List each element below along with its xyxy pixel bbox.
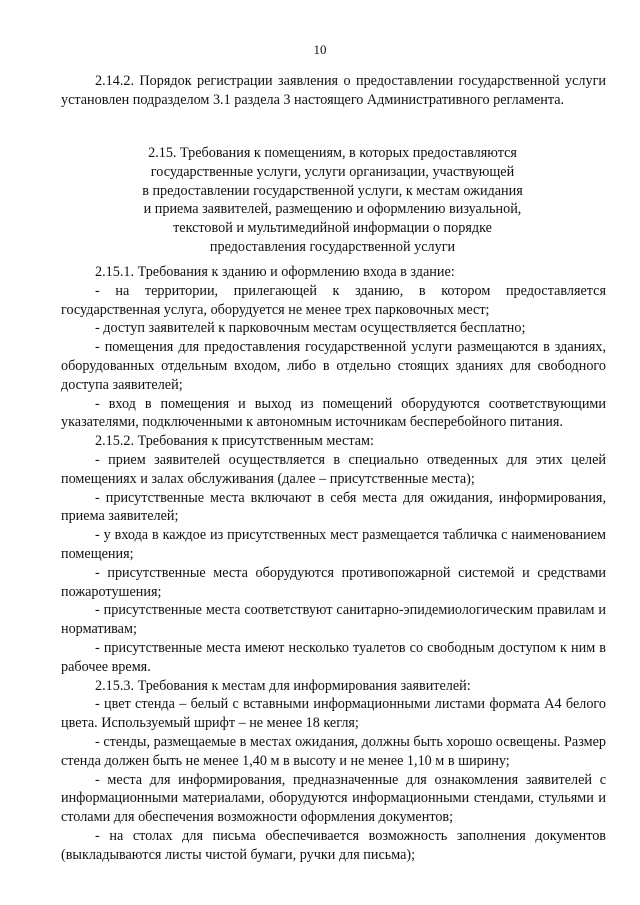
section-heading — [90, 144, 575, 257]
list-item: - на столах для письма обеспечивается возможность заполнения документов (выкладываются листы чистой бумаги, ручки для письма); — [61, 827, 606, 863]
list-item: - места для информирования, предназначенные для ознакомления заявителей с информационными материалами, оборудуются информационными стендами, стульями и столами для обеспечения возможности оформления документов; — [61, 771, 606, 826]
heading-line: в предоставлении государственной услуги, к местам ожидания — [142, 182, 523, 199]
list-item: - вход в помещения и выход из помещений оборудуются соответствующими указателями, подключенными к автономным источникам бесперебойного питания. — [61, 395, 606, 431]
intro-section — [61, 72, 606, 110]
list-item: - у входа в каждое из присутственных мест размещается табличка с наименованием помещения; — [61, 527, 606, 562]
list-item: - присутственные места включают в себя места для ожидания, информирования, приема заявителей; — [61, 489, 606, 525]
list-item: - помещения для предоставления государственной услуги размещаются в зданиях, оборудованных отдельным входом, либо в отдельно стоящих зданиях для свободного доступа заявителей; — [61, 339, 606, 393]
subsection-heading: 2.15.3. Требования к местам для информирования заявителей: — [95, 677, 471, 694]
list-item: - стенды, размещаемые в местах ожидания, должны быть хорошо освещены. Размер стенда должен быть не менее 1,40 м в высоту и не менее 1,10 м в ширину; — [61, 733, 606, 769]
heading-line: 2.15. Требования к помещениям, в которых предоставляются — [148, 145, 517, 161]
list-item: - присутственные места оборудуются противопожарной системой и средствами пожаротушения; — [61, 564, 606, 600]
list-item: - присутственные места имеют несколько туалетов со свободным доступом к ним в рабочее время. — [61, 639, 606, 675]
list-item: - на территории, прилегающей к зданию, в котором предоставляется государственная услуга, оборудуется не менее трех парковочных мест; — [61, 282, 606, 318]
heading-line: государственные услуги, услуги организации, участвующей — [150, 163, 515, 180]
list-item: - прием заявителей осуществляется в специально отведенных для этих целей помещениях и залах обслуживания (далее – присутственные места); — [61, 451, 606, 487]
list-item: - цвет стенда – белый с вставными информационными листами формата А4 белого цвета. Используемый шрифт – не менее 18 кегля; — [61, 696, 606, 732]
subsection-heading: 2.15.2. Требования к присутственным местам: — [95, 433, 374, 450]
heading-line: и приема заявителей, размещению и оформлению визуальной, — [143, 201, 522, 218]
page-number: 10 — [313, 42, 327, 57]
heading-line: предоставления государственной услуги — [209, 238, 456, 255]
intro-paragraph: 2.14.2. Порядок регистрации заявления о предоставлении государственной услуги установлен подразделом 3.1 раздела 3 настоящего Административного регламента. — [61, 73, 606, 108]
subsection-heading: 2.15.1. Требования к зданию и оформлению входа в здание: — [95, 264, 455, 280]
list-item: - доступ заявителей к парковочным местам осуществляется бесплатно; — [95, 320, 526, 337]
body-text — [61, 263, 606, 865]
heading-line: текстовой и мультимедийной информации о порядке — [173, 220, 492, 237]
list-item: - присутственные места соответствуют санитарно-эпидемиологическим правилам и нормативам; — [61, 602, 606, 638]
